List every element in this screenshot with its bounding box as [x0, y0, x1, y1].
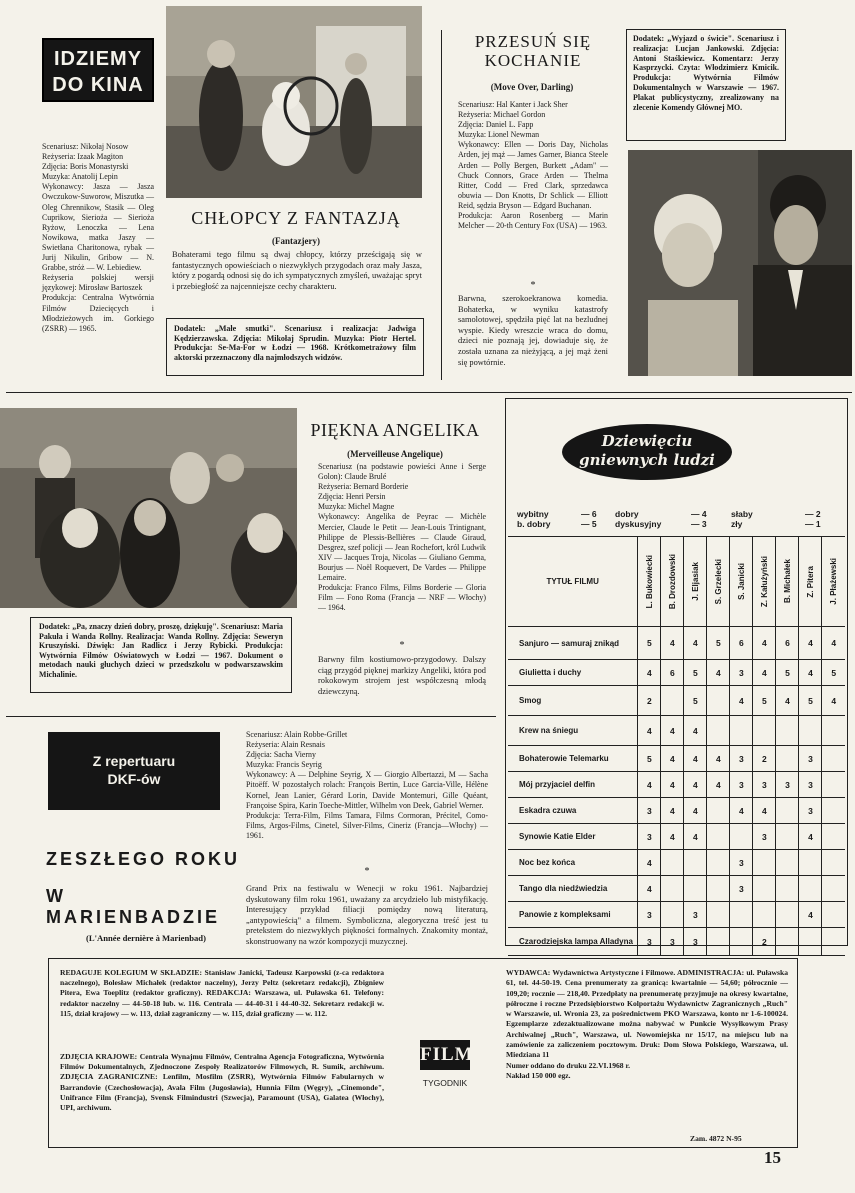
- score-cell: 2: [753, 746, 776, 772]
- score-cell: 4: [638, 876, 661, 902]
- angelika-description: Barwny film kostiumowo-przygodowy. Dalszy ciąg przygód pięknej markizy Angeliki, która pod rokokowym strojem jest współczesną młodą dziewczyną.: [318, 655, 486, 696]
- film-logo: [420, 1040, 474, 1070]
- score-cell: 4: [753, 627, 776, 660]
- score-cell: 3: [753, 772, 776, 798]
- critic-header: S. Janicki: [730, 537, 753, 627]
- score-cell: [822, 746, 845, 772]
- score-cell: [707, 928, 730, 956]
- score-cell: 4: [822, 627, 845, 660]
- score-cell: [799, 928, 822, 956]
- dkf-title-1: ZESZŁEGO ROKU: [46, 849, 241, 869]
- score-cell: 4: [684, 772, 707, 798]
- score-cell: [730, 716, 753, 746]
- przesun-description: Barwna, szerokoekranowa komedia. Bohaterka, w wyniku katastrofy samolotowej, spędziła pięć lat na bezludnej wyspie. Kiedy wreszcie wraca do domu, dzieci nie poznają jej, dowiaduje się, że została uznana za nieżyjącą, a jej mąż żeni się powtórnie.: [458, 294, 608, 367]
- legend-value: — 3: [691, 519, 707, 529]
- critic-header: Z. Pitera: [799, 537, 822, 627]
- legend-label: zły: [731, 519, 743, 529]
- table-row: [508, 928, 845, 956]
- table-row: [508, 746, 845, 772]
- dkf-title-2: W MARIENBADZIE: [46, 886, 220, 927]
- score-cell: 5: [822, 660, 845, 686]
- przesun-orig-title: (Move Over, Darling): [490, 82, 574, 92]
- film-title-cell: Smog: [508, 686, 638, 716]
- score-cell: [776, 716, 799, 746]
- score-cell: 3: [684, 928, 707, 956]
- critic-header: J. Płażewski: [822, 537, 845, 627]
- fantazja-credits: Scenariusz: Nikołaj Nosow Reżyseria: Izaak Magiton Zdjęcia: Boris Monastyrski Muzyka: Anatolij Lepin Wykonawcy: Jasza — Jasza Owczukow-Suworow, Miszutka — Oleg Chrennikow, Stasik — Oleg Cuprikow, Sierioża — Sierioża Ryżow, Lenoczka — Lena Nowikowa, matka Jaszy — Swietłana Charitonowa, rybak — Jurij Nikulin, Gribow — N. Grabbe, stróż — W. Lebiediew. Reżyseria polskiej wersji językowej: Mirosław Bartoszek Produkcja: Centralna Wytwórnia Filmów Dziecięcych i Młodzieżowych im. Gorkiego (ZSRR) — 1965.: [42, 142, 154, 333]
- legend-value: — 4: [691, 509, 707, 519]
- film-title-cell: Noc bez końca: [508, 850, 638, 876]
- score-cell: 3: [730, 772, 753, 798]
- fantazja-dodatek: Dodatek: „Małe smutki". Scenariusz i realizacja: Jadwiga Kędzierzawska. Zdjęcia: Mikołaj Sprudin. Muzyka: Piotr Hertel. Produkcja: Se-Ma-For w Łodzi — 1968. Krótkometrażowy film aktorski przeznaczony dla najmłodszych widzów.: [166, 318, 424, 376]
- critic-header: B. Michałek: [776, 537, 799, 627]
- score-cell: 4: [661, 627, 684, 660]
- legend-value: — 1: [805, 519, 821, 529]
- film-logo-text: FILM: [420, 1044, 474, 1065]
- jury-title-badge: [562, 424, 732, 480]
- jury-title-2: gniewnych ludzi: [579, 451, 715, 469]
- score-cell: 4: [661, 746, 684, 772]
- score-cell: [822, 798, 845, 824]
- score-cell: 4: [753, 798, 776, 824]
- score-cell: [753, 850, 776, 876]
- critic-header: L. Bukowiecki: [638, 537, 661, 627]
- film-title-cell: Sanjuro — samuraj znikąd: [508, 627, 638, 660]
- jury-title-1: Dziewięciu: [601, 432, 693, 450]
- score-cell: 5: [753, 686, 776, 716]
- score-cell: 4: [661, 716, 684, 746]
- score-cell: [776, 902, 799, 928]
- score-cell: 4: [799, 824, 822, 850]
- score-cell: 4: [822, 686, 845, 716]
- idziemy-do-kina-logo: [42, 38, 154, 102]
- score-cell: 6: [661, 660, 684, 686]
- przesun-title: PRZESUŃ SIĘ KOCHANIE: [474, 32, 592, 70]
- film-title-cell: Synowie Katie Elder: [508, 824, 638, 850]
- score-cell: 4: [799, 902, 822, 928]
- score-cell: 3: [638, 798, 661, 824]
- score-cell: [822, 876, 845, 902]
- score-cell: 4: [684, 627, 707, 660]
- score-cell: 5: [799, 686, 822, 716]
- score-cell: [753, 716, 776, 746]
- score-cell: 4: [638, 772, 661, 798]
- score-cell: 3: [661, 928, 684, 956]
- score-cell: [822, 928, 845, 956]
- score-cell: [822, 824, 845, 850]
- score-cell: [776, 746, 799, 772]
- score-cell: [776, 850, 799, 876]
- score-cell: [707, 716, 730, 746]
- logo-line-1: IDZIEMY: [53, 48, 143, 70]
- film-title-cell: Czarodziejska lampa Alladyna: [508, 928, 638, 956]
- fantazja-description: Bohaterami tego filmu są dwaj chłopcy, którzy prześcigają się w fantastycznych opowieściach o niezwykłych przygodach oraz mały Jasza, który z pogardą odnosi się do ich sympatycznych zmyśleń, uważając spryt i przebiegłość za najcenniejsze cechy charakteru.: [172, 250, 422, 291]
- score-cell: 6: [776, 627, 799, 660]
- score-cell: [822, 716, 845, 746]
- table-row: [508, 660, 845, 686]
- logo-line-2: DO KINA: [52, 74, 144, 96]
- score-cell: 5: [684, 686, 707, 716]
- angelika-title: PIĘKNA ANGELIKA: [310, 420, 480, 440]
- table-row: [508, 902, 845, 928]
- footer-photos: ZDJĘCIA KRAJOWE: Centrala Wynajmu Filmów, Centralna Agencja Fotograficzna, Wytwórnia Filmów Dokumentalnych, Zjednoczone Zespoły Realizatorów Filmowych, R. Sumik, archiwum. ZDJĘCIA ZAGRANICZNE: Lenfilm, Mosfilm (ZSRR), Wytwórnia Filmów Fabularnych w Barrandovie (Czechosłowacja), Avala Film (Jugosławia), Hunnia Film (Węgry), „Cinemonde", Unifrance Film (Francja), Svensk Filmindustri (Szwecja), Paramount (USA), Galatea (Włochy), UPI, archiwum.: [60, 1052, 384, 1113]
- score-cell: 4: [638, 660, 661, 686]
- film-title-cell: Panowie z kompleksami: [508, 902, 638, 928]
- film-title-cell: Eskadra czuwa: [508, 798, 638, 824]
- score-cell: [661, 902, 684, 928]
- score-cell: 4: [730, 798, 753, 824]
- dkf-badge-text: Z repertuaru DKF-ów: [92, 753, 176, 787]
- score-cell: 2: [753, 928, 776, 956]
- table-row: [508, 798, 845, 824]
- score-cell: [707, 902, 730, 928]
- score-cell: 4: [684, 746, 707, 772]
- footer-order-number: Zam. 4872 N-95: [690, 1134, 742, 1143]
- score-cell: 4: [661, 824, 684, 850]
- score-cell: 3: [776, 772, 799, 798]
- score-cell: 4: [707, 746, 730, 772]
- score-cell: [822, 902, 845, 928]
- score-cell: 4: [638, 850, 661, 876]
- przesun-dodatek: Dodatek: „Wyjazd o świcie". Scenariusz i realizacja: Lucjan Jankowski. Zdjęcia: Antoni Staśkiewicz. Komentarz: Jerzy Kasprzycki. Czyta: Włodzimierz Kmicik. Produkcja: Wytwórnia Filmów Dokumentalnych w Warszawie — 1967. Plakat publicystyczny, zrealizowany na zlecenie Komendy Głównej MO.: [626, 29, 786, 141]
- legend-label: dyskusyjny: [615, 519, 662, 529]
- dkf-badge: [48, 732, 220, 810]
- score-cell: 4: [684, 824, 707, 850]
- score-cell: 4: [661, 798, 684, 824]
- score-cell: [707, 824, 730, 850]
- angelika-dodatek: Dodatek: „Pa, znaczy dzień dobry, proszę, dziękuję". Scenariusz: Maria Pakuła i Wanda Rollny. Realizacja: Wanda Rollny. Zdjęcia: Seweryn Kruszyński. Dźwięk: Jan Radlicz i Jerzy Rybicki. Produkcja: Wytwórnia Filmów Oświatowych w Łodzi — 1967. Dokument o metodach nauki głuchych dzieci w przedszkolu w podwarszawskim Michalinie.: [30, 617, 292, 693]
- dkf-credits: Scenariusz: Alain Robbe-Grillet Reżyseria: Alain Resnais Zdjęcia: Sacha Vierny Muzyka: Francis Seyrig Wykonawcy: A — Delphine Seyrig, X — Giorgio Albertazzi, M — Sacha Pitoëff. W pozostałych rolach: François Bertin, Luce Garcia-Ville, Hélène Kornel, Jean Lanier, Gérard Lorin, Davide Montemuri, Gille Quéant, Françoise Spira, Karin Toeche-Mittler, Wilhelm von Deek, Gabriel Werner. Produkcja: Terra-Film, Films Tamara, Films Cormoran, Précitel, Como-Films, Argos-Films, Cinetel, Silver-Films, Cineriz (Francja—Włochy) — 1961.: [246, 730, 488, 840]
- score-cell: [730, 824, 753, 850]
- score-cell: [707, 850, 730, 876]
- footer-publisher: WYDAWCA: Wydawnictwa Artystyczne i Filmowe. ADMINISTRACJA: ul. Puławska 61, tel. 44-50-19. Cena prenumeraty za granicą: kwartalnie — 54,60; półrocznie — 109,20; rocznie — 218,40. Przedpłaty na prenumeratę przyjmuje na okresy kwartalne, półroczne i roczne Przedsiębiorstwo Kolportażu Wydawnictw Zagranicznych „Ruch" w Warszawie, ul. Wronia 23, za pośrednictwem PKO Warszawa, konto nr 1-6-100024. Egzemplarze zdezaktualizowane można nabywać w Punkcie Wysyłkowym Prasy Archiwalnej „Ruch", Warszawa, ul. Nowomiejska nr 15/17, na miejscu lub na zamówienie za zaliczeniem pocztowym. Druk: Dom Słowa Polskiego, Warszawa, ul. Miedziana 11 Numer oddano do druku 22.VI.1968 r. Nakład 150 000 egz.: [506, 968, 788, 1080]
- score-cell: 4: [661, 772, 684, 798]
- legend-label: b. dobry: [517, 519, 551, 529]
- column-divider: [441, 30, 442, 380]
- score-cell: 3: [799, 746, 822, 772]
- jury-legend: [517, 509, 847, 529]
- table-row: [508, 686, 845, 716]
- angelika-credits: Scenariusz (na podstawie powieści Anne i Serge Golon): Claude Brulé Reżyseria: Bernard Borderie Zdjęcia: Henri Persin Muzyka: Michel Magne Wykonawcy: Angelika de Peyrac — Michèle Mercier, Claude le Petit — Jean-Louis Trintignant, Philippe de Plessis-Bellières — Claude Giraud, Desgrez, szef policji — Jean Rochefort, król Ludwik XIV — Jacques Troja, Nicolas — Giuliano Gemma, Bourjus — Noël Roquevert, De Vardes — Philippe Lemaire. Produkcja: Franco Films, Films Borderie — Gloria Film — Fono Roma (Francja — NRF — Włochy) — 1964.: [318, 462, 486, 613]
- score-cell: 3: [638, 902, 661, 928]
- score-cell: 3: [799, 772, 822, 798]
- table-row: [508, 627, 845, 660]
- score-cell: 3: [684, 902, 707, 928]
- page-number: 15: [764, 1148, 781, 1167]
- legend-row-2: [517, 519, 847, 529]
- score-cell: [661, 686, 684, 716]
- score-cell: [776, 798, 799, 824]
- legend-value: — 2: [805, 509, 821, 519]
- score-cell: [799, 716, 822, 746]
- score-cell: 4: [776, 686, 799, 716]
- critic-header: J. Eljasiak: [684, 537, 707, 627]
- score-cell: 3: [730, 876, 753, 902]
- score-cell: [730, 928, 753, 956]
- table-row: [508, 716, 845, 746]
- score-cell: 4: [707, 660, 730, 686]
- score-cell: [753, 876, 776, 902]
- ratings-body: [508, 627, 845, 956]
- angelika-photo: [0, 408, 297, 608]
- table-row: [508, 850, 845, 876]
- table-row: [508, 824, 845, 850]
- film-title-cell: Krew na śniegu: [508, 716, 638, 746]
- score-cell: 5: [776, 660, 799, 686]
- score-cell: 4: [753, 660, 776, 686]
- fantazja-photo: [166, 6, 422, 198]
- score-cell: 4: [684, 716, 707, 746]
- legend-row-1: [517, 509, 847, 519]
- score-cell: [753, 902, 776, 928]
- score-cell: 3: [730, 850, 753, 876]
- score-cell: 5: [707, 627, 730, 660]
- przesun-star: *: [530, 280, 536, 291]
- table-row: [508, 876, 845, 902]
- ratings-table: [508, 536, 845, 956]
- critic-header: B. Drozdowski: [661, 537, 684, 627]
- score-cell: 3: [753, 824, 776, 850]
- score-cell: 3: [638, 928, 661, 956]
- critic-header: S. Grzelecki: [707, 537, 730, 627]
- score-cell: 5: [638, 746, 661, 772]
- score-cell: 4: [684, 798, 707, 824]
- score-cell: [684, 850, 707, 876]
- table-row: [508, 772, 845, 798]
- fantazja-orig-title: (Fantazjery): [272, 236, 320, 246]
- przesun-credits: Scenariusz: Hal Kanter i Jack Sher Reżyseria: Michael Gordon Zdjęcia: Daniel L. Fapp Muzyka: Lionel Newman Wykonawcy: Ellen — Doris Day, Nicholas Arden, jej mąż — James Garner, Bianca Steele Arden — Polly Bergen, Burkett „Adam" — Chuck Connors, Grace Arden — Thelma Ritter, Codd — Fred Clark, sprzedawca obuwia — Don Knotts, Dr Schlick — Elliott Reid, sędzia Bryson — Edgard Buchanan. Produkcja: Aaron Rosenberg — Marin Melcher — 20-th Century Fox (USA) — 1963.: [458, 100, 608, 231]
- score-cell: [799, 850, 822, 876]
- score-cell: 3: [730, 746, 753, 772]
- score-cell: [776, 876, 799, 902]
- score-cell: [776, 928, 799, 956]
- score-cell: 3: [730, 660, 753, 686]
- score-cell: [822, 772, 845, 798]
- score-cell: 4: [799, 660, 822, 686]
- score-cell: [661, 876, 684, 902]
- score-cell: 3: [799, 798, 822, 824]
- score-cell: 6: [730, 627, 753, 660]
- score-cell: [707, 686, 730, 716]
- score-cell: [684, 876, 707, 902]
- score-cell: [776, 824, 799, 850]
- score-cell: 5: [638, 627, 661, 660]
- critic-header: Z. Kałużyński: [753, 537, 776, 627]
- score-cell: [707, 876, 730, 902]
- score-cell: 5: [684, 660, 707, 686]
- film-title-cell: Giulietta i duchy: [508, 660, 638, 686]
- score-cell: 4: [730, 686, 753, 716]
- footer-editorial: REDAGUJE KOLEGIUM W SKŁADZIE: Stanisław Janicki, Tadeusz Karpowski (z-ca redaktora naczelnego), Bolesław Michałek (redaktor naczelny), Jerzy Peltz (sekretarz redakcji), Zbigniew Pitera, Ewa Toeplitz (redaktor graficzny). REDAKCJA: Warszawa, ul. Puławska 61. Telefony: redaktor naczelny — 44-50-18 lub. w. 116. Centrala — 44-40-31 i 44-40-32. Sekretarz redakcji w. 115, dział krajowy — w. 113, dział zagraniczny — w. 115, dział graficzny — w. 112.: [60, 968, 384, 1018]
- section-separator: [6, 392, 852, 393]
- score-cell: [799, 876, 822, 902]
- przesun-photo: [628, 150, 852, 376]
- score-cell: 4: [799, 627, 822, 660]
- dkf-star: *: [364, 866, 370, 877]
- angelika-star: *: [399, 640, 405, 651]
- score-cell: 2: [638, 686, 661, 716]
- score-cell: 4: [638, 716, 661, 746]
- score-cell: [730, 902, 753, 928]
- score-cell: [661, 850, 684, 876]
- score-cell: [822, 850, 845, 876]
- fantazja-title: CHŁOPCY Z FANTAZJĄ: [191, 208, 401, 228]
- legend-value: — 5: [581, 519, 597, 529]
- score-cell: 3: [638, 824, 661, 850]
- legend-label: słaby: [731, 509, 753, 519]
- angelika-orig-title: (Merveilleuse Angelique): [347, 449, 443, 459]
- film-title-cell: Mój przyjaciel delfin: [508, 772, 638, 798]
- film-column-header: TYTUŁ FILMU: [508, 537, 638, 627]
- score-cell: [707, 798, 730, 824]
- legend-label: wybitny: [517, 509, 549, 519]
- film-title-cell: Tango dla niedźwiedzia: [508, 876, 638, 902]
- dkf-description: Grand Prix na festiwalu w Wenecji w roku 1961. Najbardziej dyskutowany film roku 1961, uważany za arcydzieło lub mistyfikację. Interesujący przykład filiacji pomiędzy nową literaturą, „antypowieścią" a filmem. Symboliczna, alegoryczna treść jest tu pretekstem do niezwykłych piękności formalnych. Znakomity montaż, skonstruowany na wzór kompozycji muzycznej.: [246, 884, 488, 946]
- dkf-orig-title: (L'Année dernière à Marienbad): [86, 933, 206, 943]
- ratings-header-row: [508, 537, 845, 627]
- legend-value: — 6: [581, 509, 597, 519]
- section-separator-2: [6, 716, 496, 717]
- film-logo-subtitle: TYGODNIK: [422, 1078, 468, 1088]
- score-cell: 4: [707, 772, 730, 798]
- legend-label: dobry: [615, 509, 639, 519]
- film-title-cell: Bohaterowie Telemarku: [508, 746, 638, 772]
